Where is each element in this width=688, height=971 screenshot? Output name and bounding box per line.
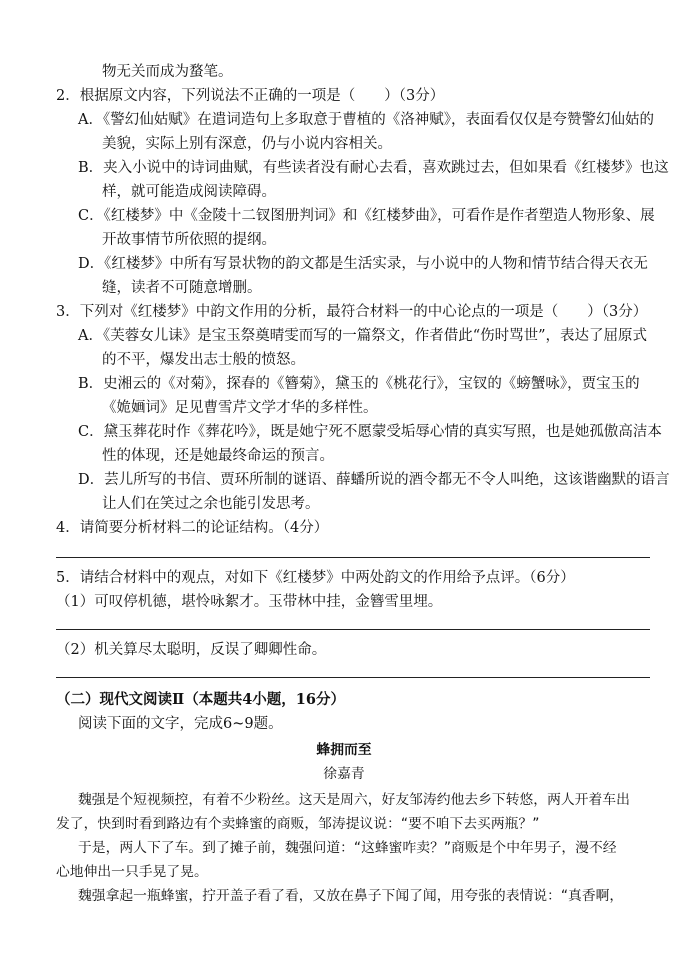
q2-option-c-cont: 开故事情节所依照的提纲。 bbox=[102, 232, 276, 248]
text-line: 物无关而成为蝥笔。 bbox=[102, 64, 233, 80]
q3-option-a-cont: 的不平，爆发出志士般的愤怒。 bbox=[102, 352, 305, 368]
question-2: 2．根据原文内容，下列说法不正确的一项是（ ）（3分） bbox=[56, 88, 445, 104]
question-4: 4．请简要分析材料二的论证结构。（4分） bbox=[56, 520, 329, 536]
story-paragraph: 魏强拿起一瓶蜂蜜，拧开盖子看了看，又放在鼻子下闻了闻，用夸张的表情说：“真香啊， bbox=[78, 888, 624, 904]
q3-option-d: D．芸儿所写的书信、贾环所制的谜语、薛蟠所说的酒令都无不令人叫绝，这该谐幽默的语言 bbox=[78, 472, 670, 488]
story-title: 蜂拥而至 bbox=[316, 742, 372, 758]
q2-option-b-cont: 样，就可能造成阅读障碍。 bbox=[102, 184, 276, 200]
q2-option-d: D．《红楼梦》中所有写景状物的韵文都是生活实录，与小说中的人物和情节结合得天衣无 bbox=[78, 256, 648, 272]
question-5: 5．请结合材料中的观点，对如下《红楼梦》中两处韵文的作用给予点评。（6分） bbox=[56, 570, 575, 586]
q2-option-a-cont: 美貌，实际上别有深意，仍与小说内容相关。 bbox=[102, 136, 392, 152]
answer-line bbox=[56, 557, 650, 558]
q5-part-1: （1）可叹停机德，堪怜咏絮才。玉带林中挂，金簪雪里埋。 bbox=[56, 594, 443, 610]
q2-option-d-cont: 缝，读者不可随意增删。 bbox=[102, 280, 262, 296]
q2-option-b: B．夹入小说中的诗词曲赋，有些读者没有耐心去看，喜欢跳过去，但如果看《红楼梦》也这 bbox=[78, 160, 669, 176]
question-3: 3．下列对《红楼梦》中韵文作用的分析，最符合材料一的中心论点的一项是（ ）（3分） bbox=[56, 304, 648, 320]
reading-instruction: 阅读下面的文字，完成6~9题。 bbox=[78, 716, 283, 732]
q3-option-a: A．《芙蓉女儿诔》是宝玉祭奠晴雯而写的一篇祭文，作者借此“伤时骂世”，表达了屈原式 bbox=[78, 328, 648, 344]
answer-line bbox=[56, 629, 650, 630]
q2-option-c: C．《红楼梦》中《金陵十二钗图册判词》和《红楼梦曲》，可看作是作者塑造人物形象、展 bbox=[78, 208, 655, 224]
section-heading: （二）现代文阅读Ⅱ（本题共4小题，16分） bbox=[56, 691, 345, 708]
story-paragraph-cont: 发了，快到时看到路边有个卖蜂蜜的商贩，邹涛提议说：“要不咱下去买两瓶？” bbox=[56, 816, 540, 832]
q3-option-b-cont: 《姽婳词》足见曹雪芹文学才华的多样性。 bbox=[102, 400, 378, 416]
answer-line bbox=[56, 677, 650, 678]
q5-part-2: （2）机关算尽太聪明，反误了卿卿性命。 bbox=[56, 642, 327, 658]
story-paragraph-cont: 心地伸出一只手晃了晃。 bbox=[56, 864, 208, 880]
q3-option-c-cont: 性的体现，还是她最终命运的预言。 bbox=[102, 448, 334, 464]
q2-option-a: A．《警幻仙姑赋》在遣词造句上多取意于曹植的《洛神赋》，表面看仅仅是夸赞警幻仙姑的 bbox=[78, 112, 654, 128]
q3-option-d-cont: 让人们在笑过之余也能引发思考。 bbox=[102, 496, 320, 512]
q3-option-b: B．史湘云的《对菊》，探春的《簪菊》，黛玉的《桃花行》，宝钗的《螃蟹咏》，贾宝玉的 bbox=[78, 376, 640, 392]
q3-option-c: C．黛玉葬花时作《葬花吟》，既是她宁死不愿蒙受垢辱心情的真实写照，也是她孤傲高洁本 bbox=[78, 424, 662, 440]
story-author: 徐嘉青 bbox=[323, 766, 365, 782]
story-paragraph: 于是，两人下了车。到了摊子前，魏强问道：“这蜂蜜咋卖？”商贩是个中年男子，漫不经 bbox=[78, 840, 617, 856]
story-paragraph: 魏强是个短视频控，有着不少粉丝。这天是周六，好友邹涛约他去乡下转悠，两人开着车出 bbox=[78, 792, 630, 808]
